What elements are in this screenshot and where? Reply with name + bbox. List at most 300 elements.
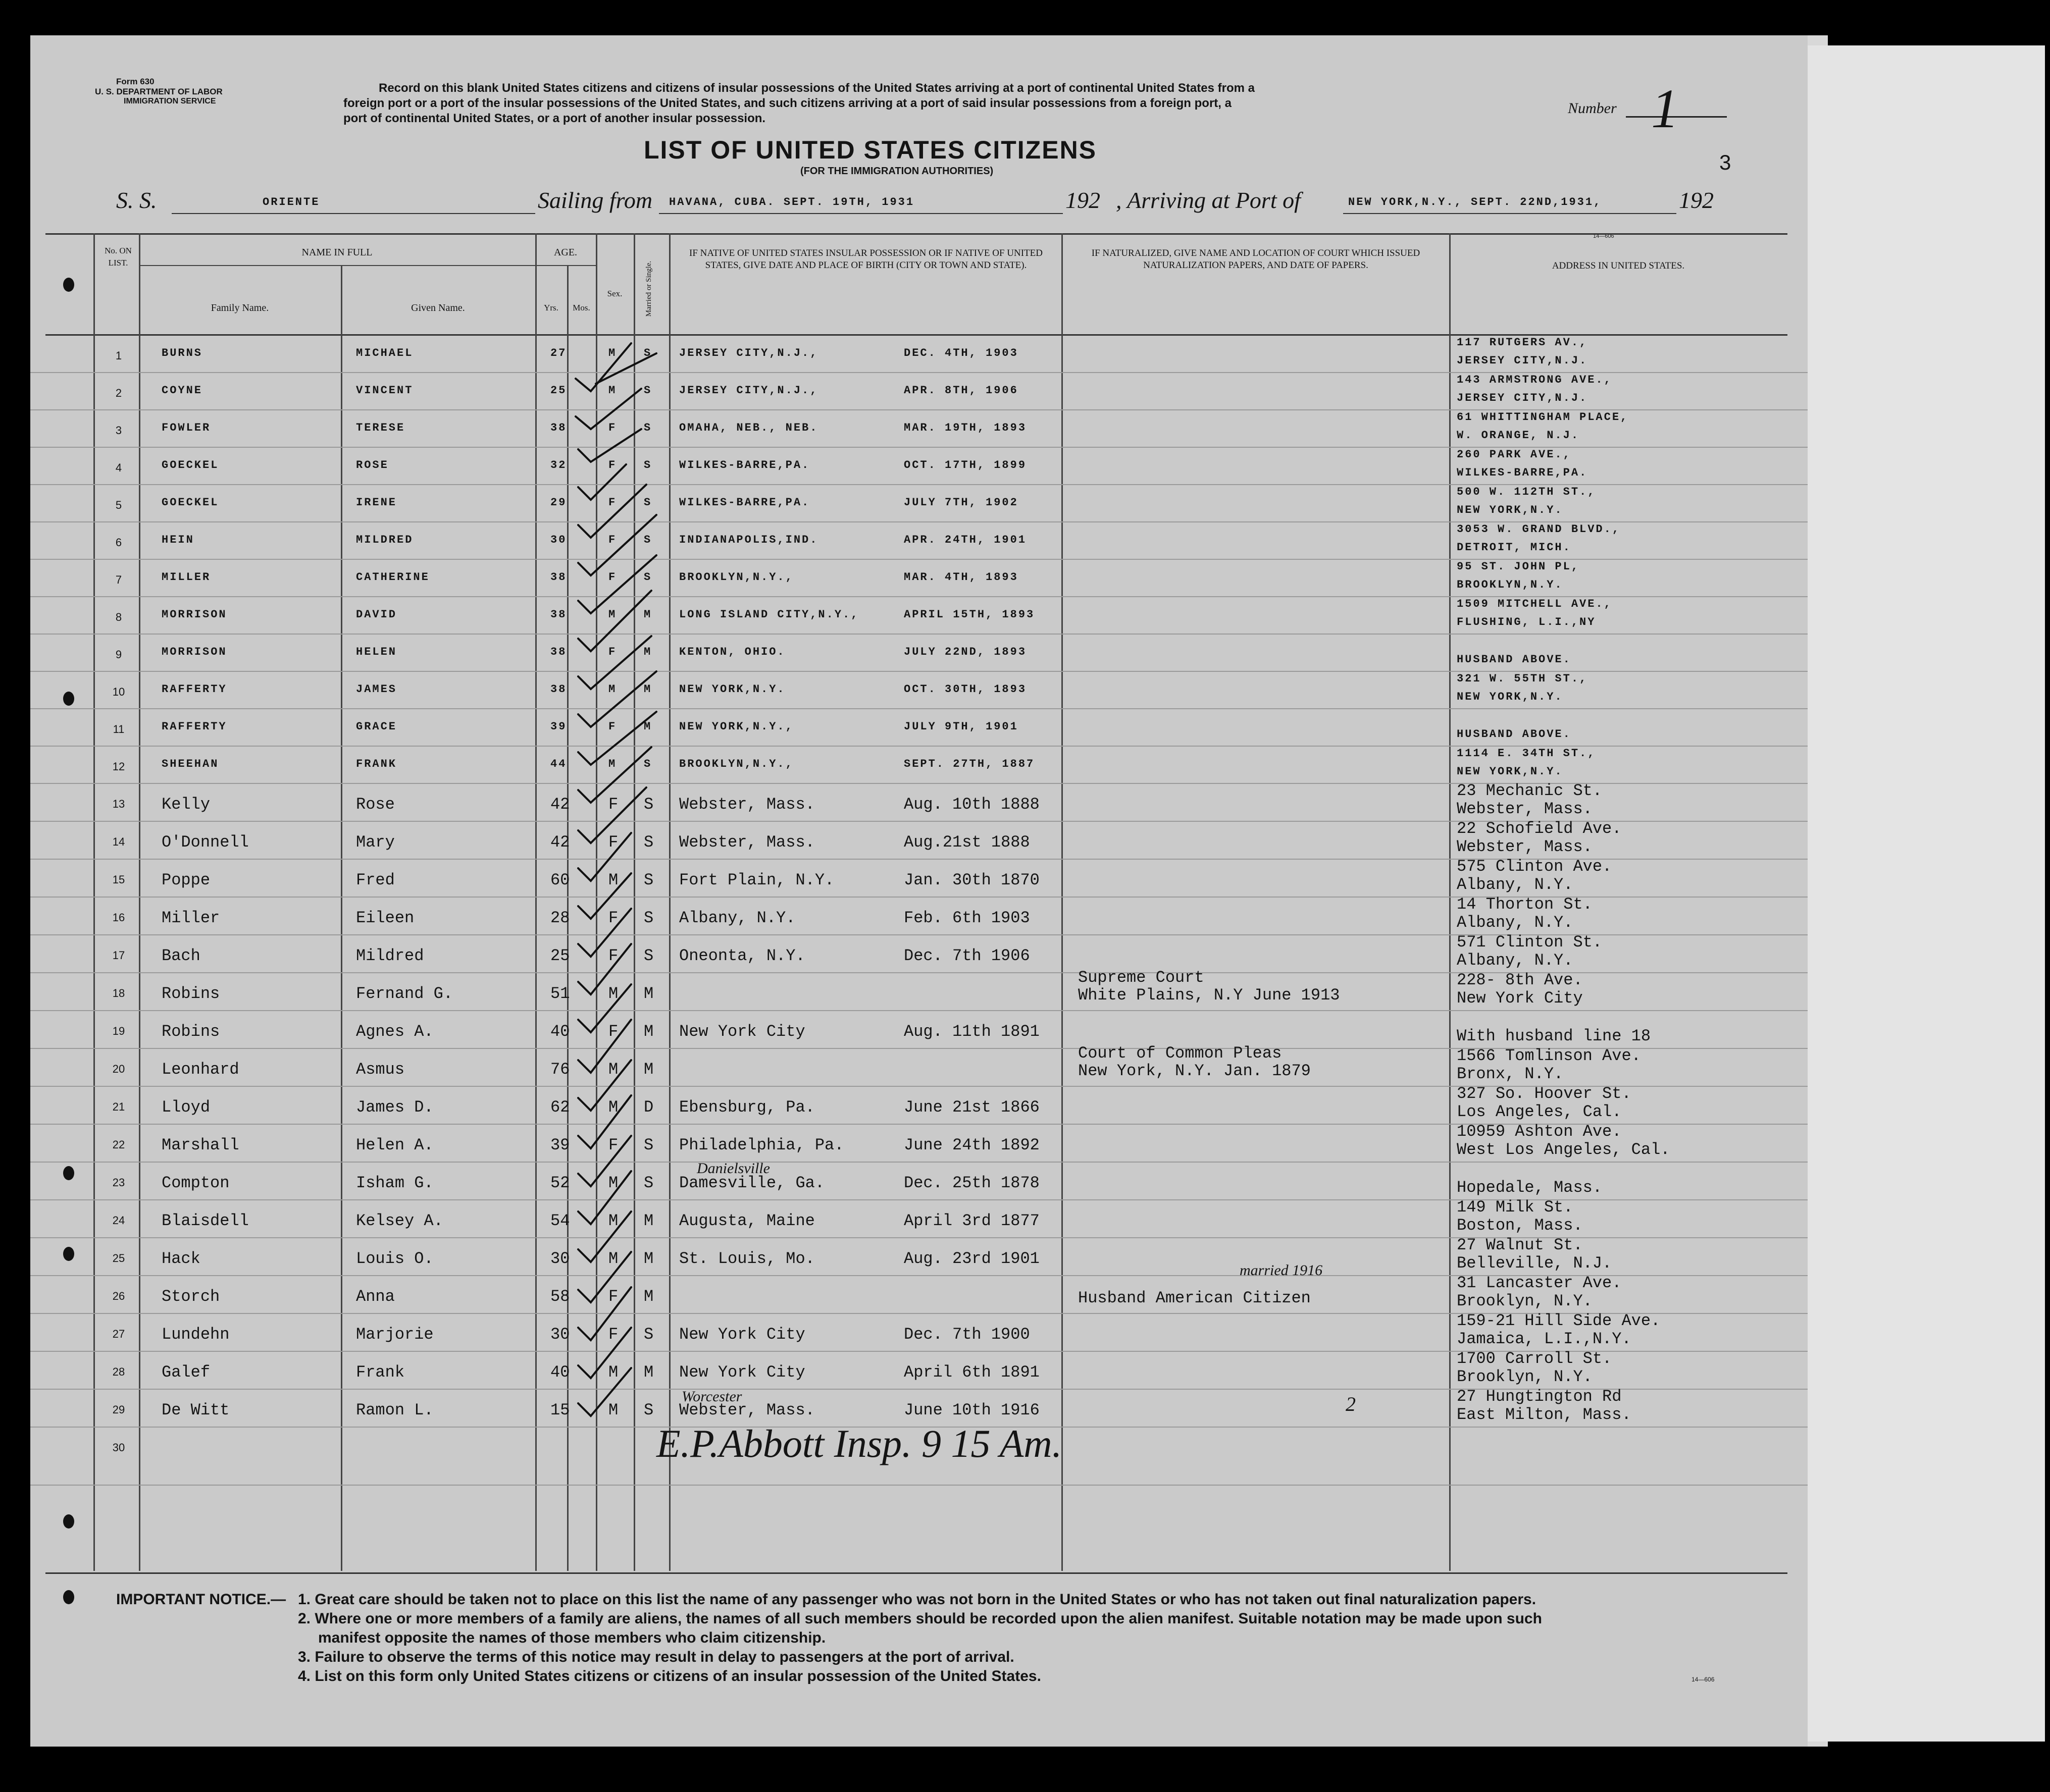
given-name: IRENE [356, 496, 397, 509]
family-name: Robins [162, 984, 220, 1003]
address-line-2: With husband line 18 [1457, 1027, 1651, 1045]
passenger-row [30, 560, 1808, 597]
passenger-row [30, 1349, 1808, 1390]
age-years: 25 [550, 384, 567, 397]
given-name: Isham G. [356, 1174, 434, 1192]
marital-status: M [644, 646, 652, 658]
header-age: AGE. [553, 247, 578, 258]
marital-status: M [644, 720, 652, 733]
marital-status: S [644, 1136, 654, 1154]
passenger-row [30, 336, 1808, 373]
sailing-label: Sailing from [538, 187, 653, 213]
given-name: VINCENT [356, 384, 414, 397]
list-number: 18 [112, 987, 125, 999]
given-name: FRANK [356, 758, 397, 770]
address-line-1: 327 So. Hoover St. [1457, 1084, 1631, 1103]
address-line-1: 260 PARK AVE., [1457, 448, 1571, 461]
marital-status: M [644, 1287, 654, 1306]
given-name: Rose [356, 795, 395, 814]
given-name: GRACE [356, 720, 397, 733]
number-label: Number [1568, 100, 1617, 117]
list-number: 4 [115, 461, 122, 474]
age-years: 40 [550, 1022, 570, 1041]
list-number: 17 [112, 949, 125, 962]
birth-place: Augusta, Maine [679, 1211, 815, 1230]
marital-status: S [644, 459, 652, 471]
handwritten-correction-row23: Danielsville [697, 1160, 770, 1177]
age-years: 76 [550, 1060, 570, 1079]
birth-place: Oneonta, N.Y. [679, 946, 805, 965]
number-value: 1 [1651, 78, 1679, 139]
address-line-2: DETROIT, MICH. [1457, 541, 1571, 554]
department: U. S. DEPARTMENT OF LABOR [95, 87, 223, 96]
age-years: 30 [550, 534, 567, 546]
marital-status: M [644, 608, 652, 621]
list-number: 7 [115, 573, 122, 586]
age-years: 51 [550, 984, 570, 1003]
birth-place: Albany, N.Y. [679, 909, 796, 927]
passenger-row [30, 968, 1808, 1011]
header-family-name: Family Name. [211, 302, 269, 313]
birth-date: Dec. 7th 1906 [904, 946, 1030, 965]
address-line-2: West Los Angeles, Cal. [1457, 1140, 1670, 1159]
address-line-1: 10959 Ashton Ave. [1457, 1122, 1622, 1141]
age-years: 27 [550, 347, 567, 359]
naturalization-line-2: White Plains, N.Y June 1913 [1078, 986, 1340, 1005]
age-years: 54 [550, 1211, 570, 1230]
birth-place: Webster, Mass. [679, 1401, 815, 1419]
family-name: RAFFERTY [162, 720, 227, 733]
birth-place: NEW YORK,N.Y. [679, 683, 786, 696]
birth-place: INDIANAPOLIS,IND. [679, 534, 818, 546]
handwritten-mark-row29: 2 [1346, 1393, 1356, 1415]
birth-date: June 21st 1866 [904, 1098, 1040, 1117]
passenger-row [30, 1276, 1808, 1314]
birth-date: Jan. 30th 1870 [904, 871, 1040, 889]
birth-date: OCT. 17TH, 1899 [904, 459, 1027, 471]
birth-date: DEC. 4TH, 1903 [904, 347, 1018, 359]
marital-status: S [644, 534, 652, 546]
age-years: 38 [550, 646, 567, 658]
header-name-in-full: NAME IN FULL [301, 247, 373, 258]
family-name: Blaisdell [162, 1211, 249, 1230]
binder-hole [63, 692, 74, 706]
given-name: HELEN [356, 646, 397, 658]
age-years: 32 [550, 459, 567, 471]
sex: F [608, 795, 619, 814]
address-line-1: 1700 Carroll St. [1457, 1349, 1612, 1368]
birth-date: June 24th 1892 [904, 1136, 1040, 1154]
instructions-line-2: foreign port or a port of the insular possessions of the United States, and such citizens arriving at a port of said insular possessions from a foreign port, a [343, 96, 1232, 110]
sex: F [608, 1136, 619, 1154]
address-line-1: 3053 W. GRAND BLVD., [1457, 523, 1621, 536]
header-sex: Sex. [607, 289, 623, 298]
given-name: ROSE [356, 459, 389, 471]
address-line-1: 23 Mechanic St. [1457, 781, 1603, 800]
birth-date: Aug. 23rd 1901 [904, 1249, 1040, 1268]
name-subheader-rule [139, 265, 596, 266]
sex: F [608, 646, 617, 658]
marital-status: S [644, 421, 652, 434]
naturalization-line-2: Husband American Citizen [1078, 1289, 1311, 1307]
address-line-1: 95 ST. JOHN PL, [1457, 560, 1580, 573]
family-name: MORRISON [162, 646, 227, 658]
notice-item-4: 4. List on this form only United States citizens or citizens of an insular possession of the United States. [298, 1668, 1041, 1684]
address-line-1: 149 Milk St. [1457, 1198, 1573, 1217]
address-line-2: Hopedale, Mass. [1457, 1178, 1603, 1197]
handwritten-correction-row29: Worcester [682, 1388, 742, 1405]
age-years: 58 [550, 1287, 570, 1306]
family-name: Leonhard [162, 1060, 239, 1079]
address-line-2: NEW YORK,N.Y. [1457, 691, 1563, 703]
marital-status: S [644, 871, 654, 889]
sex: M [608, 871, 619, 889]
birth-date: Dec. 7th 1900 [904, 1325, 1030, 1344]
family-name: Robins [162, 1022, 220, 1041]
family-name: HEIN [162, 534, 194, 546]
passenger-row [30, 1238, 1808, 1276]
passenger-row [30, 747, 1808, 784]
birth-place: WILKES-BARRE,PA. [679, 459, 810, 471]
instructions-line-1: Record on this blank United States citizens and citizens of insular possessions of the United States arriving at a port of continental United States from a [379, 81, 1255, 95]
marital-status: D [644, 1098, 654, 1117]
address-line-1: 27 Walnut St. [1457, 1236, 1583, 1254]
family-name: Bach [162, 946, 200, 965]
notice-item-3: 3. Failure to observe the terms of this notice may result in delay to passengers at the port of arrival. [298, 1649, 1014, 1665]
passenger-row [30, 373, 1808, 410]
sex: F [608, 833, 619, 852]
list-number: 13 [112, 798, 125, 810]
address-line-2: WILKES-BARRE,PA. [1457, 466, 1588, 479]
marital-status: S [644, 795, 654, 814]
birth-date: APRIL 15TH, 1893 [904, 608, 1035, 621]
list-number: 28 [112, 1365, 125, 1378]
handwritten-note-row26: married 1916 [1240, 1262, 1323, 1279]
birth-place: LONG ISLAND CITY,N.Y., [679, 608, 859, 621]
family-name: RAFFERTY [162, 683, 227, 696]
birth-date: April 3rd 1877 [904, 1211, 1040, 1230]
list-number: 21 [112, 1100, 125, 1113]
marital-status: M [644, 984, 654, 1003]
sex: M [608, 347, 617, 359]
page-number: 3 [1719, 150, 1731, 174]
marital-status: S [644, 1401, 654, 1419]
notice-item-1: 1. Great care should be taken not to place on this list the name of any passenger who was not born in the United States or who has not taken out final naturalization papers. [298, 1591, 1536, 1608]
address-line-2: Bronx, N.Y. [1457, 1065, 1564, 1083]
address-line-2: BROOKLYN,N.Y. [1457, 578, 1563, 591]
naturalization-line-2: New York, N.Y. Jan. 1879 [1078, 1062, 1311, 1080]
arriving-value: NEW YORK,N.Y., SEPT. 22ND,1931, [1348, 196, 1602, 208]
given-name: Ramon L. [356, 1401, 434, 1419]
sex: F [608, 421, 617, 434]
sex: M [608, 1060, 619, 1079]
birth-place: OMAHA, NEB., NEB. [679, 421, 818, 434]
header-naturalized: IF NATURALIZED, GIVE NAME AND LOCATION OF COURT WHICH ISSUED NATURALIZATION PAPERS, AND DATE OF PAPERS. [1091, 248, 1420, 271]
marital-status: M [644, 1022, 654, 1041]
passenger-row [30, 410, 1808, 448]
sex: F [608, 1325, 619, 1344]
age-years: 39 [550, 1136, 570, 1154]
service: IMMIGRATION SERVICE [124, 97, 216, 106]
ship-name: ORIENTE [263, 196, 320, 208]
given-name: CATHERINE [356, 571, 430, 584]
address-line-2: NEW YORK,N.Y. [1457, 765, 1563, 778]
list-number: 26 [112, 1290, 125, 1302]
list-number: 22 [112, 1138, 125, 1151]
given-name: Kelsey A. [356, 1211, 443, 1230]
address-line-1: 228- 8th Ave. [1457, 971, 1583, 989]
given-name: Fred [356, 871, 395, 889]
header-given-name: Given Name. [411, 302, 465, 313]
list-number: 30 [112, 1441, 125, 1454]
birth-date: MAR. 19TH, 1893 [904, 421, 1027, 434]
address-line-2: JERSEY CITY,N.J. [1457, 354, 1588, 367]
address-line-2: FLUSHING, L.I.,NY [1457, 616, 1596, 628]
family-name: MORRISON [162, 608, 227, 621]
passenger-row [30, 1311, 1808, 1352]
address-line-1: 575 Clinton Ave. [1457, 857, 1612, 876]
address-line-2: Albany, N.Y. [1457, 951, 1573, 970]
birth-date: MAR. 4TH, 1893 [904, 571, 1018, 584]
birth-date: Aug.21st 1888 [904, 833, 1030, 852]
marital-status: S [644, 571, 652, 584]
age-years: 42 [550, 795, 570, 814]
underlying-page [1808, 45, 2045, 1742]
marital-status: M [644, 1060, 654, 1079]
address-line-1: 1509 MITCHELL AVE., [1457, 598, 1612, 610]
header-birth: IF NATIVE OF UNITED STATES INSULAR POSSESSION OR IF NATIVE OF UNITED STATES, GIVE DATE AND PLACE OF BIRTH (CITY OR TOWN AND STATE). [689, 248, 1043, 271]
address-line-2: East Milton, Mass. [1457, 1405, 1631, 1424]
form-number: Form 630 [116, 77, 155, 86]
age-years: 38 [550, 683, 567, 696]
given-name: Fernand G. [356, 984, 453, 1003]
binder-hole [63, 278, 74, 292]
address-line-2: Belleville, N.J. [1457, 1254, 1612, 1273]
passenger-row [30, 448, 1808, 485]
given-name: Frank [356, 1363, 405, 1382]
given-name: Mildred [356, 946, 424, 965]
printer-mark-bottom: 14—606 [1692, 1676, 1715, 1683]
birth-place: Fort Plain, N.Y. [679, 871, 835, 889]
list-number: 14 [112, 835, 125, 848]
sex: F [608, 1287, 619, 1306]
family-name: Compton [162, 1174, 230, 1192]
list-number: 1 [115, 349, 122, 362]
marital-status: M [644, 1363, 654, 1382]
sailing-value: HAVANA, CUBA. SEPT. 19TH, 1931 [669, 196, 915, 208]
sex: F [608, 720, 617, 733]
sex: M [608, 384, 617, 397]
list-number: 5 [115, 499, 122, 511]
age-years: 52 [550, 1174, 570, 1192]
address-line-2: Boston, Mass. [1457, 1216, 1583, 1235]
list-number: 11 [113, 723, 125, 735]
sex: F [608, 909, 619, 927]
header-address: ADDRESS IN UNITED STATES. [1552, 260, 1685, 271]
address-line-2: New York City [1457, 989, 1583, 1008]
header-married-single: Married or Single. [645, 260, 653, 317]
year-1: 192 [1065, 187, 1100, 213]
birth-date: Aug. 10th 1888 [904, 795, 1040, 814]
sailing-underline [659, 213, 1063, 214]
marital-status: S [644, 833, 654, 852]
address-line-1: 500 W. 112TH ST., [1457, 486, 1596, 498]
birth-place: JERSEY CITY,N.J., [679, 384, 818, 397]
age-years: 28 [550, 909, 570, 927]
given-name: Asmus [356, 1060, 405, 1079]
age-years: 60 [550, 871, 570, 889]
family-name: Lundehn [162, 1325, 230, 1344]
birth-date: June 10th 1916 [904, 1401, 1040, 1419]
birth-place: BROOKLYN,N.Y., [679, 758, 794, 770]
given-name: James D. [356, 1098, 434, 1117]
passenger-row [30, 895, 1808, 935]
sex: M [608, 1098, 619, 1117]
address-line-2: JERSEY CITY,N.J. [1457, 392, 1588, 404]
sex: F [608, 1022, 619, 1041]
list-number: 2 [115, 387, 122, 399]
passenger-row [30, 522, 1808, 560]
family-name: Galef [162, 1363, 211, 1382]
family-name: SHEEHAN [162, 758, 219, 770]
birth-place: Webster, Mass. [679, 833, 815, 852]
given-name: MICHAEL [356, 347, 414, 359]
family-name: GOECKEL [162, 459, 219, 471]
marital-status: S [644, 1325, 654, 1344]
sex: F [608, 496, 617, 509]
address-line-1: 31 Lancaster Ave. [1457, 1274, 1622, 1292]
list-number: 29 [112, 1403, 125, 1416]
list-number: 15 [112, 873, 125, 886]
address-line-1: 143 ARMSTRONG AVE., [1457, 374, 1612, 386]
passenger-row [30, 1011, 1808, 1049]
arriving-label: , Arriving at Port of [1116, 187, 1301, 213]
birth-place: JERSEY CITY,N.J., [679, 347, 818, 359]
given-name: JAMES [356, 683, 397, 696]
address-line-1: 22 Schofield Ave. [1457, 819, 1622, 838]
list-number: 16 [112, 911, 125, 924]
given-name: Eileen [356, 909, 415, 927]
age-years: 30 [550, 1325, 570, 1344]
list-number: 8 [115, 611, 122, 623]
birth-place: New York City [679, 1363, 805, 1382]
passenger-row [30, 935, 1808, 973]
address-line-1: 159-21 Hill Side Ave. [1457, 1311, 1661, 1330]
address-line-2: NEW YORK,N.Y. [1457, 504, 1563, 516]
marital-status: S [644, 496, 652, 509]
sex: F [608, 946, 619, 965]
address-line-2: Los Angeles, Cal. [1457, 1102, 1622, 1121]
birth-place: KENTON, OHIO. [679, 646, 786, 658]
sex: M [608, 1249, 619, 1268]
marital-status: M [644, 1211, 654, 1230]
list-number: 10 [112, 686, 125, 698]
naturalization-line-1: Supreme Court [1078, 968, 1204, 987]
address-line-2: W. ORANGE, N.J. [1457, 429, 1580, 442]
sex: M [608, 1401, 619, 1419]
binder-hole [63, 1166, 74, 1180]
age-years: 25 [550, 946, 570, 965]
header-mos: Mos. [573, 303, 590, 312]
passenger-row [30, 857, 1808, 898]
address-line-1: 321 W. 55TH ST., [1457, 672, 1588, 685]
list-number: 25 [112, 1252, 125, 1264]
birth-place: Damesville, Ga. [679, 1174, 825, 1192]
list-number: 27 [112, 1328, 125, 1340]
address-line-2: Brooklyn, N.Y. [1457, 1292, 1593, 1310]
passenger-row [30, 597, 1808, 635]
given-name: TERESE [356, 421, 405, 434]
year-2: 192 [1679, 187, 1714, 213]
age-years: 38 [550, 421, 567, 434]
passenger-row [30, 781, 1808, 822]
birth-date: JULY 7TH, 1902 [904, 496, 1018, 509]
sex: F [608, 534, 617, 546]
passenger-row [30, 1163, 1808, 1200]
address-line-2: HUSBAND ABOVE. [1457, 728, 1571, 741]
binder-hole [63, 1247, 74, 1261]
sex: M [608, 1174, 619, 1192]
list-number: 19 [112, 1025, 125, 1037]
list-number: 9 [115, 648, 122, 661]
marital-status: S [644, 758, 652, 770]
birth-place: Webster, Mass. [679, 795, 815, 814]
age-years: 39 [550, 720, 567, 733]
family-name: Poppe [162, 871, 211, 889]
address-line-2: Albany, N.Y. [1457, 875, 1573, 894]
birth-date: OCT. 30TH, 1893 [904, 683, 1027, 696]
family-name: Hack [162, 1249, 200, 1268]
passenger-row [30, 485, 1808, 522]
ss-label: S. S. [116, 187, 157, 213]
manifest-sheet [30, 35, 1808, 1747]
inspector-checkmarks [555, 333, 697, 1464]
given-name: DAVID [356, 608, 397, 621]
birth-date: Aug. 11th 1891 [904, 1022, 1040, 1041]
family-name: De Witt [162, 1401, 230, 1419]
family-name: O'Donnell [162, 833, 249, 852]
passenger-row [30, 1044, 1808, 1087]
passenger-row [30, 635, 1808, 672]
address-line-2: Webster, Mass. [1457, 837, 1593, 856]
address-line-2: Jamaica, L.I.,N.Y. [1457, 1330, 1631, 1348]
page-subtitle: (FOR THE IMMIGRATION AUTHORITIES) [800, 166, 994, 177]
given-name: Helen A. [356, 1136, 434, 1154]
birth-place: BROOKLYN,N.Y., [679, 571, 794, 584]
age-years: 44 [550, 758, 567, 770]
birth-date: APR. 24TH, 1901 [904, 534, 1027, 546]
family-name: Lloyd [162, 1098, 211, 1117]
birth-place: Philadelphia, Pa. [679, 1136, 844, 1154]
sex: M [608, 758, 617, 770]
family-name: Marshall [162, 1136, 239, 1154]
inspector-signature: E.P.Abbott Insp. 9 15 Am. [656, 1421, 1062, 1465]
list-number: 6 [115, 536, 122, 549]
age-years: 62 [550, 1098, 570, 1117]
list-number: 12 [112, 760, 125, 773]
given-name: Marjorie [356, 1325, 434, 1344]
birth-date: JULY 9TH, 1901 [904, 720, 1018, 733]
passenger-row [30, 709, 1808, 747]
given-name: Mary [356, 833, 395, 852]
printer-mark-top: 14—606 [1593, 233, 1614, 239]
family-name: BURNS [162, 347, 203, 359]
sex: F [608, 571, 617, 584]
list-number: 3 [115, 424, 122, 437]
marital-status: S [644, 946, 654, 965]
ss-underline [172, 213, 535, 214]
marital-status: M [644, 683, 652, 696]
